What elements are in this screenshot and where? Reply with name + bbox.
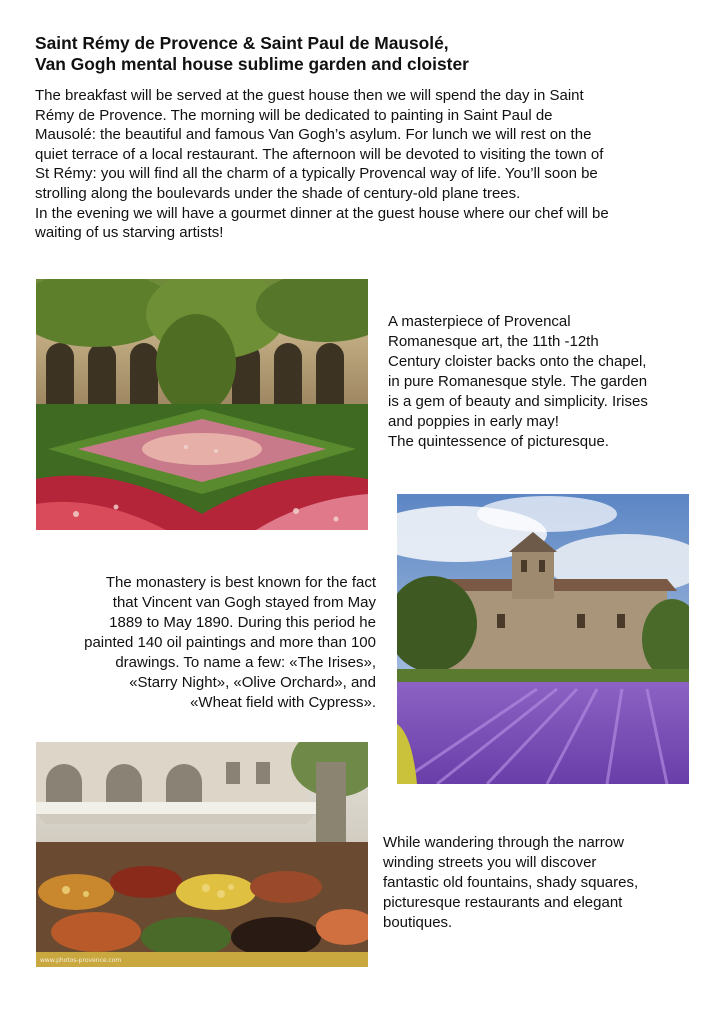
- streets-line: fantastic old fountains, shady squares,: [383, 874, 639, 891]
- cloister-line: in pure Romanesque style. The garden: [388, 373, 648, 390]
- monastery-line: The monastery is best known for the fact: [105, 574, 376, 591]
- intro-line: Rémy de Provence. The morning will be dedicated to painting in Saint Paul de: [35, 106, 553, 124]
- intro-line: quiet terrace of a local restaurant. The afternoon will be devoted to visiting the town of: [35, 145, 604, 163]
- streets-line: picturesque restaurants and elegant: [383, 894, 623, 911]
- title-line-1: Saint Rémy de Provence & Saint Paul de Mausolé,: [35, 33, 449, 53]
- monastery-lavender-photo: [397, 494, 689, 784]
- intro-line: strolling along the boulevards under the shade of century-old plane trees.: [35, 184, 521, 202]
- cloister-line: The quintessence of picturesque.: [388, 433, 609, 450]
- monastery-line: «Starry Night», «Olive Orchard», and: [129, 674, 376, 691]
- cloister-line: is a gem of beauty and simplicity. Irises: [388, 393, 648, 410]
- monastery-line: that Vincent van Gogh stayed from May: [112, 594, 376, 611]
- cloister-line: Romanesque art, the 11th -12th: [388, 333, 599, 350]
- monastery-line: painted 140 oil paintings and more than 100: [84, 634, 376, 651]
- cloister-line: A masterpiece of Provencal: [388, 313, 571, 330]
- market-photo: [36, 742, 368, 967]
- streets-description: [383, 833, 703, 933]
- intro-line: In the evening we will have a gourmet dinner at the guest house where our chef will be: [35, 204, 609, 222]
- streets-line: boutiques.: [383, 914, 453, 931]
- page-title: [35, 33, 695, 75]
- cloister-description: [388, 312, 708, 452]
- intro-line: Mausolé: the beautiful and famous Van Gogh’s asylum. For lunch we will rest on the: [35, 126, 592, 144]
- monastery-line: 1889 to May 1890. During this period he: [109, 614, 376, 631]
- title-line-2: Van Gogh mental house sublime garden and cloister: [35, 54, 469, 74]
- intro-line: waiting of us starving artists!: [35, 224, 224, 242]
- intro-line: St Rémy: you will find all the charm of a typically Provencal way of life. You’ll soon be: [35, 165, 598, 183]
- cloister-line: Century cloister backs onto the chapel,: [388, 353, 647, 370]
- photo-watermark: www.photos-provence.com: [40, 957, 122, 964]
- intro-paragraph: [35, 86, 707, 243]
- streets-line: winding streets you will discover: [383, 854, 597, 871]
- monastery-line: drawings. To name a few: «The Irises»,: [115, 654, 376, 671]
- monastery-description: [30, 573, 376, 713]
- cloister-line: and poppies in early may!: [388, 413, 559, 430]
- monastery-line: «Wheat field with Cypress».: [190, 694, 376, 711]
- cloister-garden-photo: [36, 279, 368, 530]
- streets-line: While wandering through the narrow: [383, 834, 624, 851]
- intro-line: The breakfast will be served at the guest house then we will spend the day in Saint: [35, 87, 584, 104]
